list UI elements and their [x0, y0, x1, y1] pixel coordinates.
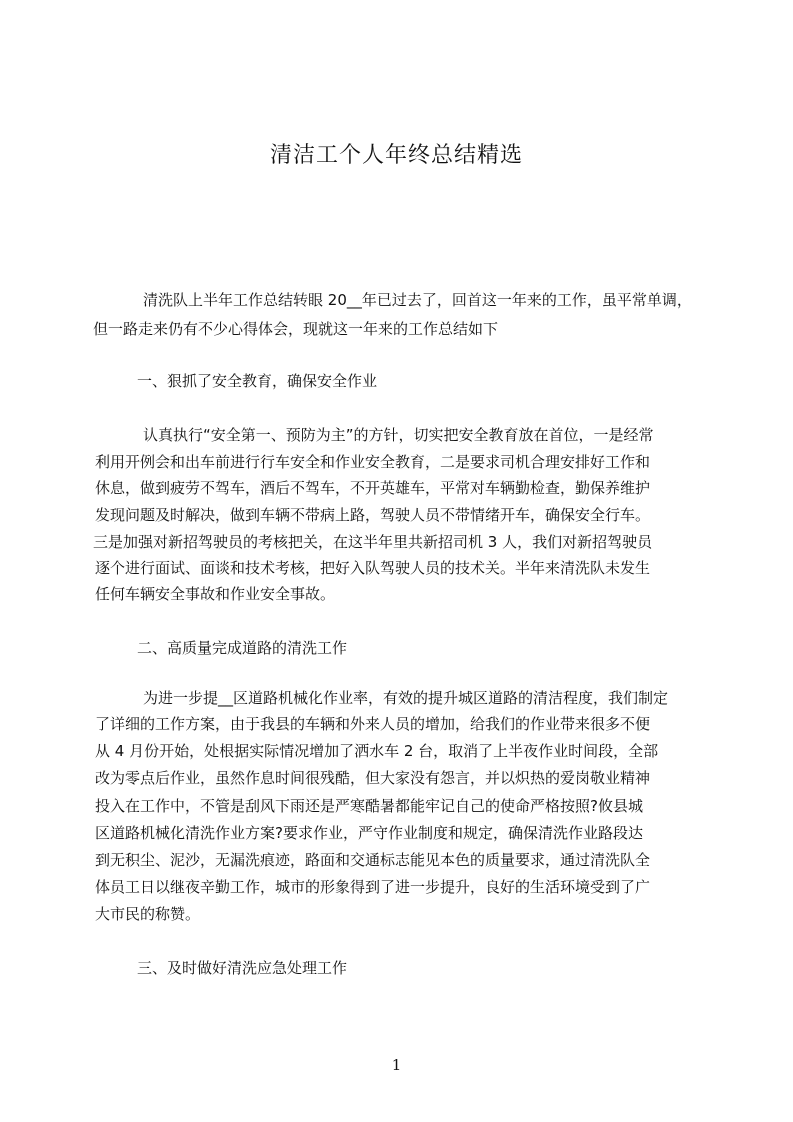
section-1-line-2: 利用开例会和出车前进行行车安全和作业安全教育，二是要求司机合理安排好工作和 — [95, 453, 651, 471]
section-3-heading: 三、及时做好清洗应急处理工作 — [137, 959, 348, 977]
section-2-line-4: 改为零点后作业，虽然作息时间很残酷，但大家没有怨言，并以炽热的爱岗敬业精神 — [95, 769, 651, 787]
section-2-line-8: 体员工日以继夜辛勤工作，城市的形象得到了进一步提升，良好的生活环境受到了广 — [95, 878, 651, 896]
section-2-line-6: 区道路机械化清洗作业方案?要求作业，严守作业制度和规定，确保清洗作业路段达 — [95, 824, 643, 842]
page-number: 1 — [391, 1056, 402, 1074]
section-1-line-4: 发现问题及时解决，做到车辆不带病上路，驾驶人员不带情绪开车，确保安全行车。 — [95, 506, 651, 524]
section-2-line-7: 到无积尘、泥沙，无漏洗痕迹，路面和交通标志能见本色的质量要求，通过清洗队全 — [95, 851, 651, 869]
section-2-heading: 二、高质量完成道路的清洗工作 — [137, 639, 348, 657]
section-1-line-1: 认真执行“安全第一、预防为主”的方针，切实把安全教育放在首位，一是经常 — [143, 426, 654, 444]
section-2-line-5: 投入在工作中，不管是刮风下雨还是严寒酷暑都能牢记自己的使命严格按照?攸县城 — [95, 797, 643, 815]
section-2-line-2: 了详细的工作方案，由于我县的车辆和外来人员的增加，给我们的作业带来很多不便 — [95, 715, 651, 733]
section-1-line-3: 休息，做到疲劳不驾车，酒后不驾车，不开英雄车，平常对车辆勤检查，勤保养维护 — [95, 479, 651, 497]
section-1-line-7: 任何车辆安全事故和作业安全事故。 — [95, 585, 336, 603]
section-2-line-9: 大市民的称赞。 — [95, 905, 201, 923]
section-2-line-1: 为进一步提__区道路机械化作业率，有效的提升城区道路的清洁程度，我们制定 — [143, 689, 669, 707]
section-1-line-6: 逐个进行面试、面谈和技术考核，把好入队驾驶人员的技术关。半年来清洗队未发生 — [95, 559, 651, 577]
section-1-line-5: 三是加强对新招驾驶员的考核把关，在这半年里共新招司机 3 人，我们对新招驾驶员 — [93, 533, 653, 551]
document-title: 清洁工个人年终总结精选 — [269, 143, 523, 168]
section-1-heading: 一、狠抓了安全教育，确保安全作业 — [137, 372, 378, 390]
intro-line-2: 但一路走来仍有不少心得体会，现就这一年来的工作总结如下 — [93, 320, 499, 338]
section-2-line-3: 从 4 月份开始，处根据实际情况增加了洒水车 2 台，取消了上半夜作业时间段，全部 — [95, 742, 659, 760]
intro-line-1: 清洗队上半年工作总结转眼 20__年已过去了，回首这一年来的工作，虽平常单调， — [143, 291, 692, 309]
